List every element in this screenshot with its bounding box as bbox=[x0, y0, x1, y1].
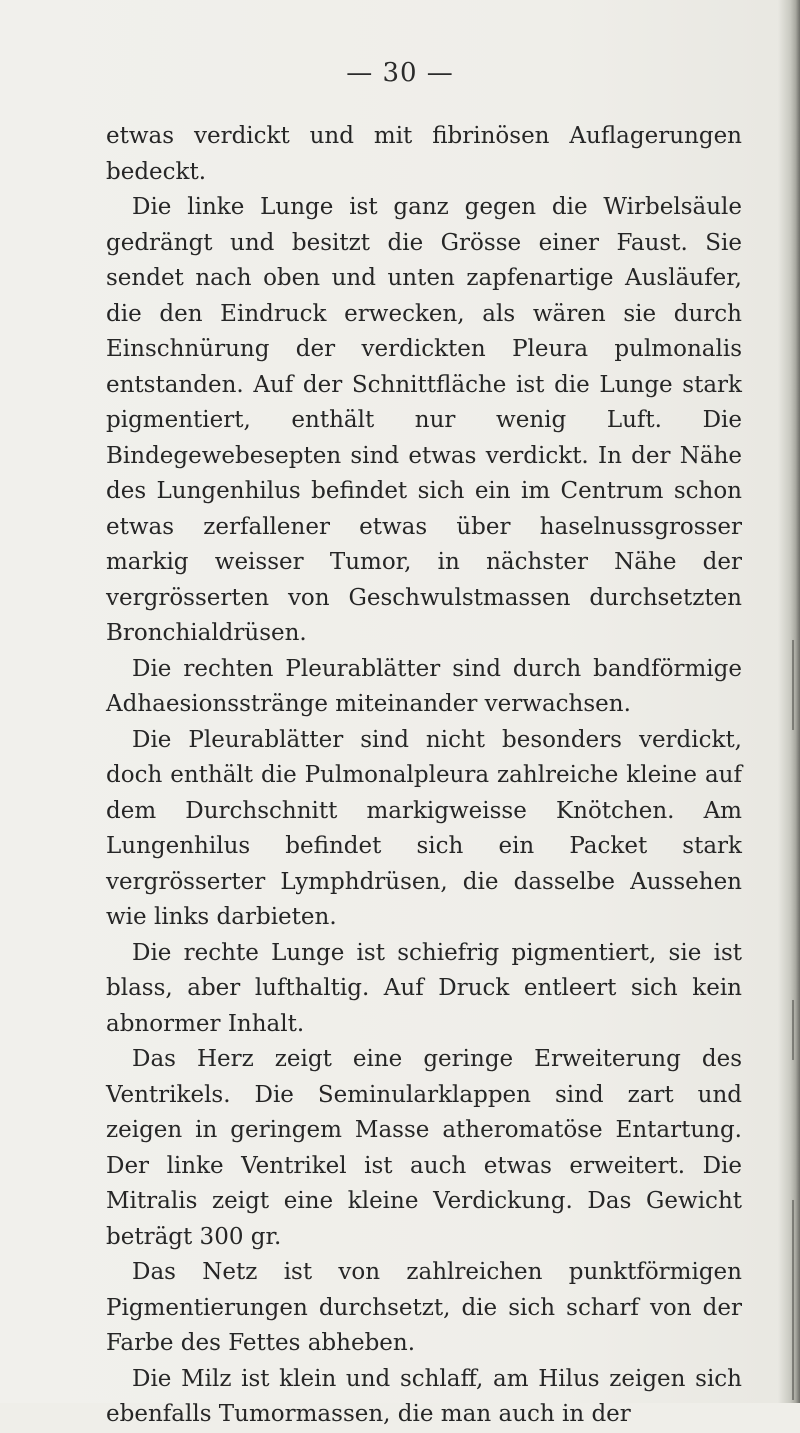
paragraph: Die linke Lunge ist ganz gegen die Wirbelsäule gedrängt und besitzt die Grösse einer Faust. Sie sendet nach oben und unten zapfenartige Ausläufer, die den Eindruck erwecken, als wären sie durch Einschnürung der verdickten Pleura pulmonalis entstanden. Auf der Schnittfläche ist die Lunge stark pigmentiert, enthält nur wenig Luft. Die Bindegewebesepten sind etwas verdickt. In der Nähe des Lungenhilus befindet sich ein im Centrum schon etwas zerfallener etwas über haselnussgrosser markig weisser Tumor, in nächster Nähe der vergrösserten von Geschwulstmassen durchsetzten Bronchialdrüsen. bbox=[106, 194, 742, 646]
paragraph: Die rechte Lunge ist schiefrig pigmentiert, sie ist blass, aber lufthaltig. Auf Druck entleert sich kein abnormer Inhalt. bbox=[106, 939, 742, 1037]
page-edge-shadow bbox=[778, 0, 800, 1403]
paragraph: Die rechten Pleurablätter sind durch bandförmige Adhaesionsstränge miteinander verwachsen. bbox=[106, 655, 742, 717]
paragraph: Die Pleurablätter sind nicht besonders verdickt, doch enthält die Pulmonalpleura zahlreiche kleine auf dem Durchschnitt markigweisse Knötchen. Am Lungenhilus befindet sich ein Packet stark vergrösserter Lymphdrüsen, die dasselbe Aussehen wie links darbieten. bbox=[106, 726, 742, 930]
page-edge-mark bbox=[792, 640, 794, 730]
page-edge-mark bbox=[792, 1200, 794, 1400]
page-number: — 30 — bbox=[346, 58, 454, 88]
paragraph: Das Herz zeigt eine geringe Erweiterung des Ventrikels. Die Seminularklappen sind zart und zeigen in geringem Masse atheromatöse Entartung. Der linke Ventrikel ist auch etwas erweitert. Die Mitralis zeigt eine kleine Verdickung. Das Gewicht beträgt 300 gr. bbox=[106, 1046, 742, 1250]
paragraph: Die Milz ist klein und schlaff, am Hilus zeigen sich ebenfalls Tumormassen, die man auch in der bbox=[106, 1365, 742, 1427]
page-edge-mark bbox=[792, 1000, 794, 1060]
paragraph: Das Netz ist von zahlreichen punktförmigen Pigmentierungen durchsetzt, die sich scharf von der Farbe des Fettes abheben. bbox=[106, 1259, 742, 1356]
body-text bbox=[106, 119, 742, 1433]
paragraph: etwas verdickt und mit fibrinösen Auflagerungen bedeckt. bbox=[106, 123, 742, 185]
